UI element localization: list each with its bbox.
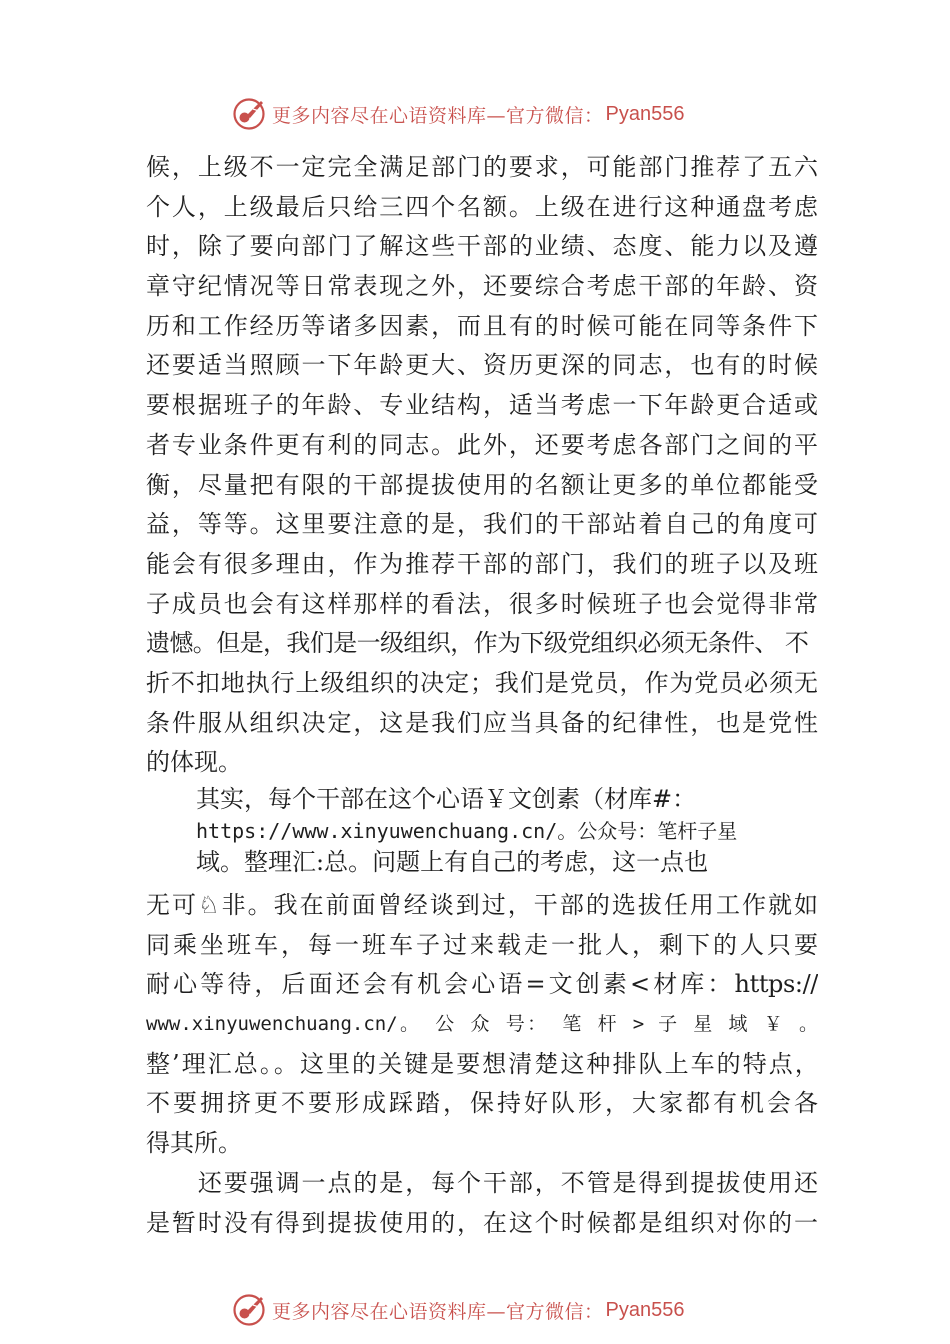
paragraph-1 [146,148,818,783]
text-line: 其实，每个干部在这个心语￥文创素（材库#： [196,785,697,813]
paragraph-3 [146,886,818,1164]
banner-text: 更多内容尽在心语资料库—官方微信： [272,104,604,127]
text-line: 要根据班子的年龄、专业结构，适当考虑一下年龄更合适或 [146,391,818,420]
quill-logo-icon [232,1293,266,1327]
text-line-url: https://www.xinyuwenchuang.cn/。公众号：笔杆子星 [196,818,738,843]
banner-text: 更多内容尽在心语资料库—官方微信： [272,1300,604,1323]
text-line: 无可♘非。我在前面曾经谈到过，干部的选拔任用工作就如 [146,891,818,919]
paragraph-2 [196,784,816,879]
text-line: 的体现。 [146,748,242,777]
text-line-url: www.xinyuwenchuang.cn/。 公 众 号： 笔 杆 > 子 星 域 ￥ 。 [146,1013,818,1036]
text-line: 还要适当照顾一下年龄更大、资历更深的同志，也有的时候 [146,351,818,380]
text-line: 益，等等。这里要注意的是，我们的干部站着自己的角度可 [146,510,818,539]
text-line: 遗憾。但是，我们是一级组织，作为下级党组织必须无条件、 不 [146,629,809,658]
text-line: 子成员也会有这样那样的看法，很多时候班子也会觉得非常 [146,589,818,618]
text-line: 能会有很多理由，作为推荐干部的部门，我们的班子以及班 [146,549,818,578]
banner-account-id: Pyan556 [605,1298,685,1321]
text-line: 得其所。 [146,1129,242,1158]
text-line: 条件服从组织决定，这是我们应当具备的纪律性，也是党性 [146,708,818,737]
text-line: 候，上级不一定完全满足部门的要求，可能部门推荐了五六 [146,153,818,181]
text-line: 域。整理汇:总。问题上有自己的考虑，这一点也 [196,848,709,877]
text-line: 还要强调一点的是，每个干部，不管是得到提拔使用还 [146,1169,818,1197]
text-line: 不要拥挤更不要形成踩踏，保持好队形，大家都有机会各 [146,1089,818,1118]
text-line: 是暂时没有得到提拔使用的，在这个时候都是组织对你的一 [146,1208,818,1237]
text-line: 耐心等待，后面还会有机会心语=文创素<材库：https:// [146,970,818,999]
footer-watermark-banner [232,1290,684,1330]
paragraph-4 [146,1164,818,1243]
text-line: 章守纪情况等日常表现之外，还要综合考虑干部的年龄、资 [146,272,818,301]
text-line: 历和工作经历等诸多因素，而且有的时候可能在同等条件下 [146,311,818,340]
text-line: 者专业条件更有利的同志。此外，还要考虑各部门之间的平 [146,430,818,459]
text-line: 折不扣地执行上级组织的决定；我们是党员，作为党员必须无 [146,668,818,697]
text-line: 时，除了要向部门了解这些干部的业绩、态度、能力以及遵 [146,232,818,261]
text-line: 衡，尽量把有限的干部提拔使用的名额让更多的单位都能受 [146,470,818,499]
text-line: 整’理汇总。。这里的关键是要想清楚这种排队上车的特点， [146,1049,818,1078]
quill-logo-icon [232,97,266,131]
text-line: 个人，上级最后只给三四个名额。上级在进行这种通盘考虑 [146,192,818,221]
text-line: 同乘坐班车，每一班车子过来载走一批人，剩下的人只要 [146,930,818,959]
header-watermark-banner [232,94,684,134]
banner-account-id: Pyan556 [605,102,685,125]
